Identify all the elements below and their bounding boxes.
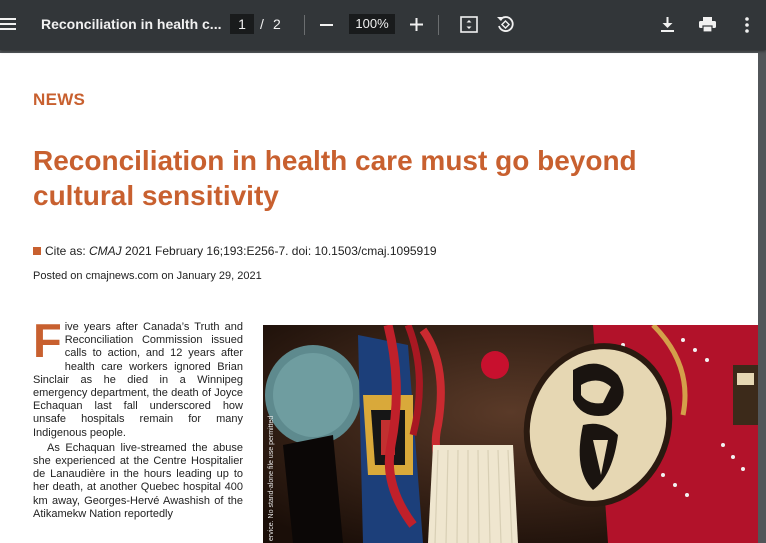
photo-credit: ervice. No stand-alone file use permitted <box>268 415 275 541</box>
plus-icon[interactable] <box>410 18 423 31</box>
section-label: NEWS <box>33 90 86 109</box>
zoom-level-input[interactable]: 100% <box>349 14 395 34</box>
paragraph-text: ive years after Canada’s Truth and Reconciliation Commission issued calls to action, and 12 years after health care workers ignored Brian Sinclair as he died in a Winnipeg emergency department, the death of Joyce Echaquan last fall underscored how unsafe hospitals remain for many Indigenous people. <box>33 321 243 439</box>
paragraph <box>33 442 243 521</box>
paragraph <box>33 314 243 440</box>
toolbar-divider <box>304 15 305 35</box>
pdf-toolbar <box>0 0 766 50</box>
rotate-icon[interactable] <box>496 15 515 34</box>
total-pages: 2 <box>273 16 281 32</box>
cite-journal: CMAJ <box>89 244 122 258</box>
article-photo <box>263 325 758 543</box>
citation <box>33 244 437 258</box>
more-icon[interactable] <box>745 17 749 33</box>
pdf-page <box>0 53 758 543</box>
cite-prefix: Cite as: <box>45 244 90 258</box>
print-icon[interactable] <box>699 17 716 32</box>
toolbar-divider <box>438 15 439 35</box>
drop-cap: F <box>33 314 62 367</box>
posted-date: Posted on cmajnews.com on January 29, 2021 <box>33 270 262 282</box>
document-title: Reconciliation in health c... <box>41 16 222 32</box>
paragraph-text: As Echaquan live-streamed the abuse she experienced at the Centre Hospitalier de Lanaudière in the hours leading up to her death, at another Quebec hospital 400 km away, Georges-Hervé Awashish of the Atikamekw Nation reportedly <box>33 441 243 520</box>
article-body <box>33 314 243 521</box>
cite-details: 2021 February 16;193:E256-7. doi: 10.1503/cmaj.1095919 <box>121 244 437 258</box>
article-headline: Reconciliation in health care must go beyond cultural sensitivity <box>33 145 637 211</box>
square-bullet-icon <box>33 247 41 255</box>
page-number-input[interactable]: 1 <box>230 14 254 34</box>
download-icon[interactable] <box>661 17 674 32</box>
minus-icon[interactable] <box>320 24 333 26</box>
menu-icon[interactable] <box>0 17 16 31</box>
fit-page-icon[interactable] <box>460 16 478 33</box>
page-separator: / <box>260 16 264 32</box>
